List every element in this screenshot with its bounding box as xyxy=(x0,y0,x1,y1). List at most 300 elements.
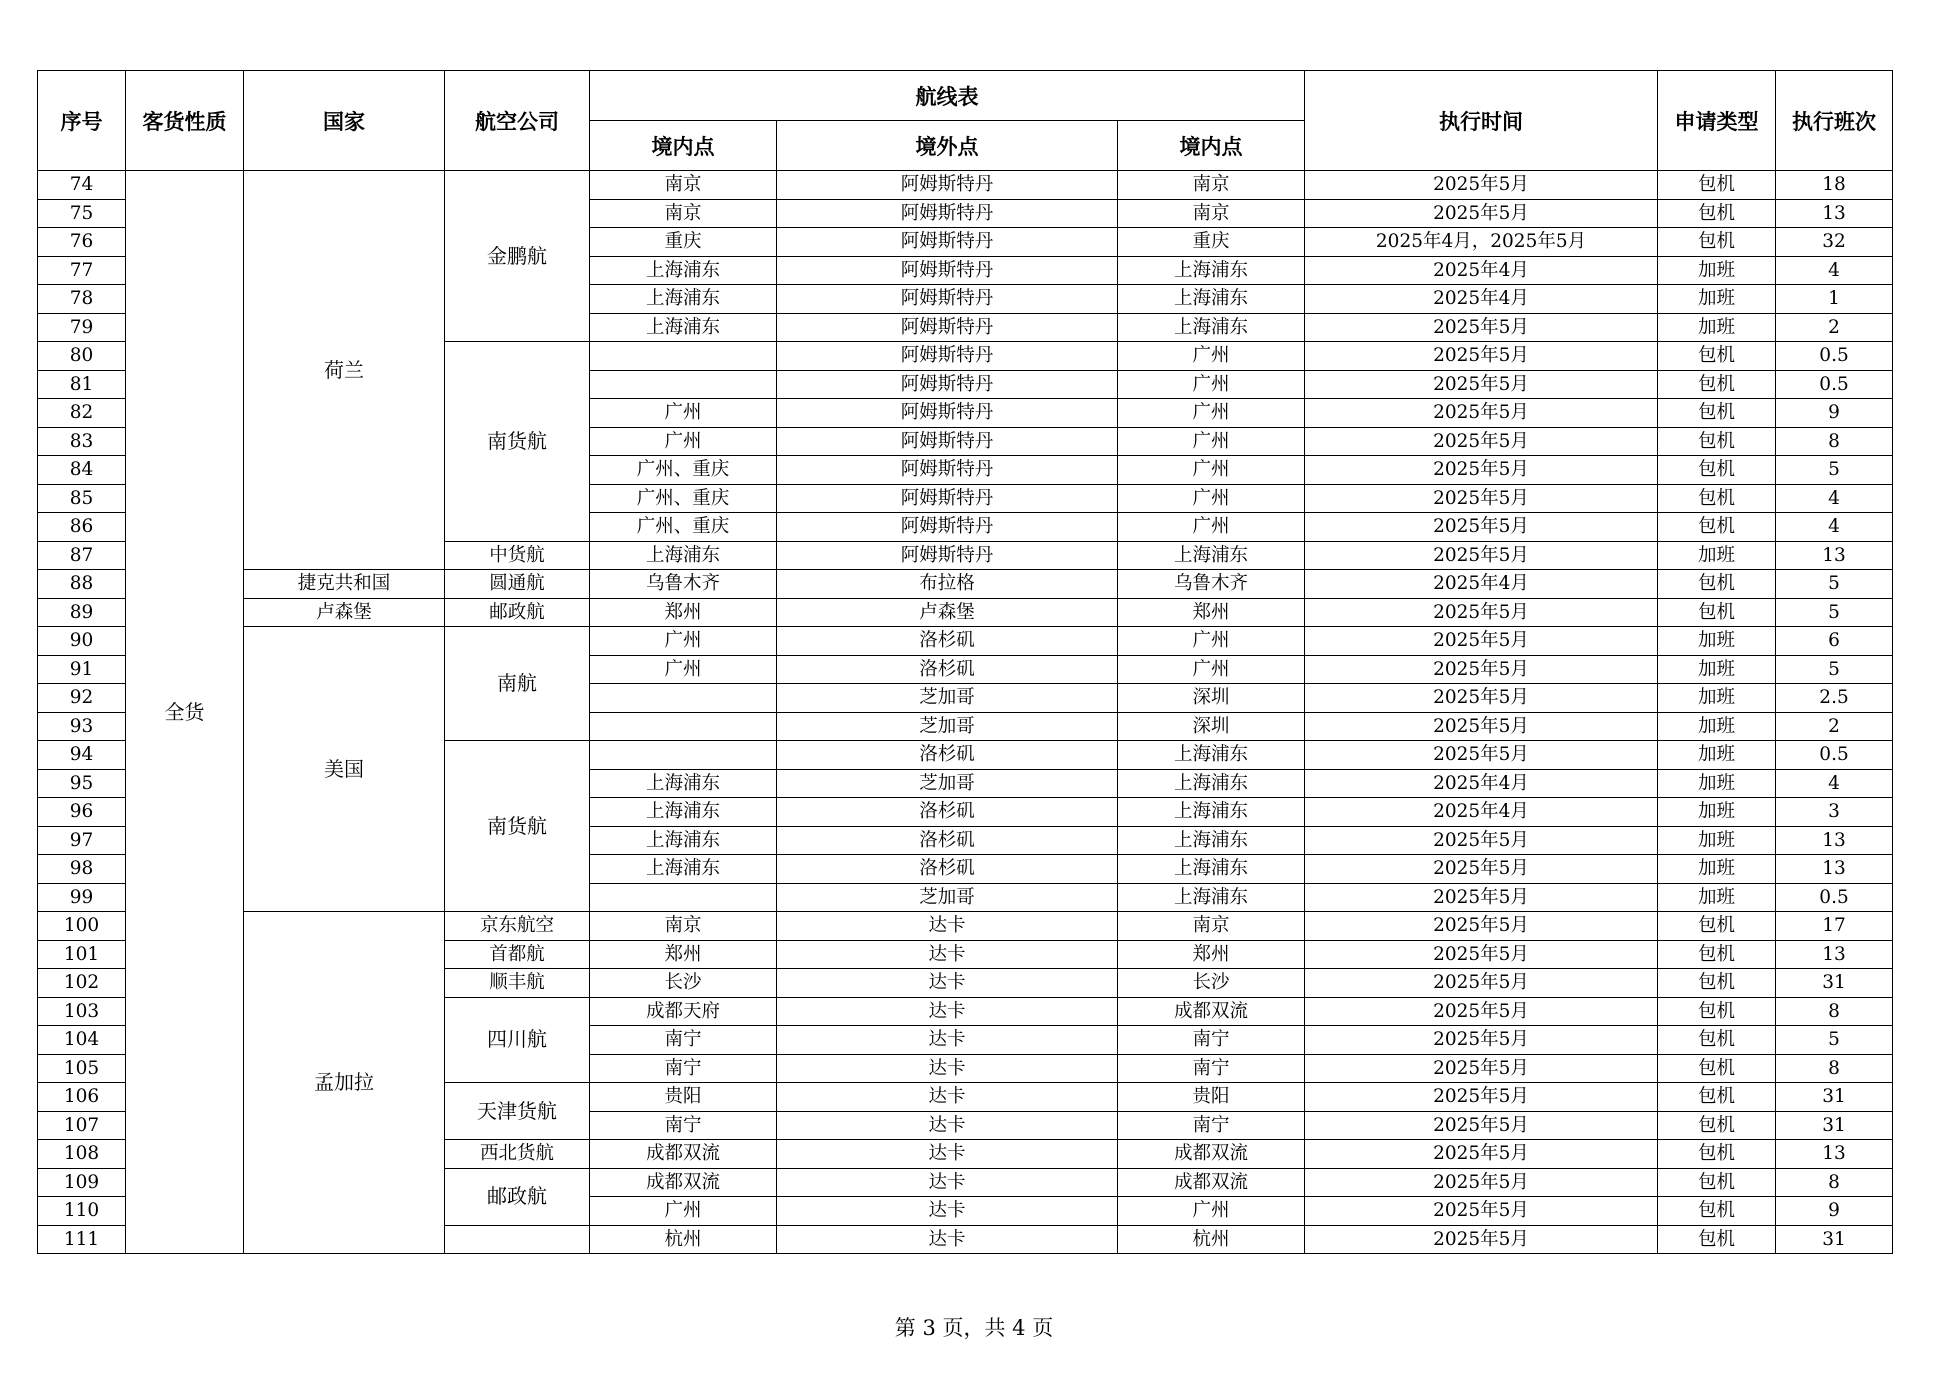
cell-domestic-dest: 南宁 xyxy=(1118,1111,1305,1140)
cell-domestic-dest: 郑州 xyxy=(1118,940,1305,969)
cell-seq: 82 xyxy=(38,399,126,428)
cell-domestic-dest: 成都双流 xyxy=(1118,1168,1305,1197)
cell-exec-time: 2025年4月 xyxy=(1305,769,1658,798)
cell-apply-type: 包机 xyxy=(1658,997,1776,1026)
cell-apply-type: 加班 xyxy=(1658,285,1776,314)
cell-domestic-origin xyxy=(590,883,777,912)
cell-exec-time: 2025年5月 xyxy=(1305,969,1658,998)
cell-exec-time: 2025年5月 xyxy=(1305,997,1658,1026)
cell-seq: 102 xyxy=(38,969,126,998)
cell-apply-type: 加班 xyxy=(1658,256,1776,285)
cell-exec-time: 2025年5月 xyxy=(1305,1140,1658,1169)
cell-domestic-origin: 成都天府 xyxy=(590,997,777,1026)
cell-seq: 98 xyxy=(38,855,126,884)
cell-apply-type: 包机 xyxy=(1658,1083,1776,1112)
cell-flights: 5 xyxy=(1776,655,1893,684)
cell-domestic-dest: 广州 xyxy=(1118,484,1305,513)
cell-domestic-origin: 长沙 xyxy=(590,969,777,998)
cell-seq: 91 xyxy=(38,655,126,684)
cell-flights: 8 xyxy=(1776,427,1893,456)
cell-domestic-origin: 广州 xyxy=(590,427,777,456)
cell-exec-time: 2025年5月 xyxy=(1305,342,1658,371)
cell-exec-time: 2025年5月 xyxy=(1305,513,1658,542)
cell-seq: 103 xyxy=(38,997,126,1026)
cell-exec-time: 2025年5月 xyxy=(1305,1225,1658,1254)
cell-exec-time: 2025年4月 xyxy=(1305,285,1658,314)
cell-airline: 四川航 xyxy=(445,997,590,1083)
cell-exec-time: 2025年5月 xyxy=(1305,1026,1658,1055)
cell-apply-type: 包机 xyxy=(1658,1111,1776,1140)
cell-airline: 邮政航 xyxy=(445,1168,590,1225)
cell-exec-time: 2025年5月 xyxy=(1305,171,1658,200)
cell-seq: 109 xyxy=(38,1168,126,1197)
header-domestic-origin: 境内点 xyxy=(590,121,777,171)
cell-exec-time: 2025年5月 xyxy=(1305,313,1658,342)
cell-flights: 13 xyxy=(1776,855,1893,884)
header-foreign-point: 境外点 xyxy=(777,121,1118,171)
cell-seq: 94 xyxy=(38,741,126,770)
cell-airline: 圆通航 xyxy=(445,570,590,599)
cell-domestic-dest: 上海浦东 xyxy=(1118,285,1305,314)
cell-domestic-origin: 郑州 xyxy=(590,940,777,969)
cell-foreign-point: 阿姆斯特丹 xyxy=(777,541,1118,570)
cell-apply-type: 包机 xyxy=(1658,342,1776,371)
header-flights: 执行班次 xyxy=(1776,71,1893,171)
cell-exec-time: 2025年5月 xyxy=(1305,427,1658,456)
cell-exec-time: 2025年4月 xyxy=(1305,798,1658,827)
cell-foreign-point: 洛杉矶 xyxy=(777,798,1118,827)
cell-domestic-dest: 上海浦东 xyxy=(1118,313,1305,342)
cell-airline: 金鹏航 xyxy=(445,171,590,342)
cell-domestic-dest: 上海浦东 xyxy=(1118,256,1305,285)
cell-seq: 79 xyxy=(38,313,126,342)
cell-seq: 111 xyxy=(38,1225,126,1254)
cell-flights: 5 xyxy=(1776,598,1893,627)
cell-exec-time: 2025年5月 xyxy=(1305,484,1658,513)
cell-airline: 南货航 xyxy=(445,342,590,542)
cell-seq: 83 xyxy=(38,427,126,456)
cell-foreign-point: 阿姆斯特丹 xyxy=(777,256,1118,285)
cell-domestic-dest: 贵阳 xyxy=(1118,1083,1305,1112)
cell-domestic-dest: 成都双流 xyxy=(1118,997,1305,1026)
cell-exec-time: 2025年5月 xyxy=(1305,655,1658,684)
cell-seq: 75 xyxy=(38,199,126,228)
cell-flights: 31 xyxy=(1776,1111,1893,1140)
cell-foreign-point: 达卡 xyxy=(777,1026,1118,1055)
cell-domestic-origin: 上海浦东 xyxy=(590,541,777,570)
cell-apply-type: 加班 xyxy=(1658,769,1776,798)
cell-flights: 2.5 xyxy=(1776,684,1893,713)
cell-foreign-point: 洛杉矶 xyxy=(777,855,1118,884)
cell-seq: 81 xyxy=(38,370,126,399)
cell-apply-type: 包机 xyxy=(1658,370,1776,399)
cell-exec-time: 2025年5月 xyxy=(1305,199,1658,228)
cell-domestic-origin: 上海浦东 xyxy=(590,285,777,314)
cell-domestic-origin: 上海浦东 xyxy=(590,313,777,342)
cell-domestic-origin xyxy=(590,342,777,371)
cell-exec-time: 2025年5月 xyxy=(1305,712,1658,741)
cell-exec-time: 2025年5月 xyxy=(1305,598,1658,627)
cell-apply-type: 包机 xyxy=(1658,1140,1776,1169)
cell-foreign-point: 阿姆斯特丹 xyxy=(777,399,1118,428)
cell-seq: 92 xyxy=(38,684,126,713)
cell-airline: 西北货航 xyxy=(445,1140,590,1169)
cell-flights: 13 xyxy=(1776,199,1893,228)
cell-country: 美国 xyxy=(244,627,445,912)
header-airline: 航空公司 xyxy=(445,71,590,171)
cell-flights: 32 xyxy=(1776,228,1893,257)
cell-foreign-point: 达卡 xyxy=(777,1225,1118,1254)
cell-exec-time: 2025年5月 xyxy=(1305,627,1658,656)
cell-domestic-dest: 广州 xyxy=(1118,655,1305,684)
cell-domestic-dest: 上海浦东 xyxy=(1118,883,1305,912)
cell-domestic-dest: 广州 xyxy=(1118,456,1305,485)
cell-domestic-origin: 成都双流 xyxy=(590,1140,777,1169)
cell-foreign-point: 达卡 xyxy=(777,1054,1118,1083)
cell-foreign-point: 布拉格 xyxy=(777,570,1118,599)
cell-seq: 101 xyxy=(38,940,126,969)
cell-foreign-point: 阿姆斯特丹 xyxy=(777,313,1118,342)
cell-apply-type: 包机 xyxy=(1658,228,1776,257)
cell-apply-type: 包机 xyxy=(1658,484,1776,513)
cell-flights: 3 xyxy=(1776,798,1893,827)
cell-flights: 31 xyxy=(1776,1225,1893,1254)
cell-apply-type: 加班 xyxy=(1658,684,1776,713)
header-country: 国家 xyxy=(244,71,445,171)
page-footer: 第 3 页，共 4 页 xyxy=(894,1316,1054,1340)
cell-flights: 13 xyxy=(1776,541,1893,570)
cell-domestic-dest: 上海浦东 xyxy=(1118,769,1305,798)
cell-seq: 95 xyxy=(38,769,126,798)
cell-exec-time: 2025年5月 xyxy=(1305,541,1658,570)
cell-apply-type: 包机 xyxy=(1658,1054,1776,1083)
cell-foreign-point: 阿姆斯特丹 xyxy=(777,171,1118,200)
cell-seq: 100 xyxy=(38,912,126,941)
cell-exec-time: 2025年4月 xyxy=(1305,570,1658,599)
cell-foreign-point: 达卡 xyxy=(777,940,1118,969)
cell-domestic-origin: 南京 xyxy=(590,199,777,228)
cell-domestic-origin: 上海浦东 xyxy=(590,826,777,855)
header-exec-time: 执行时间 xyxy=(1305,71,1658,171)
cell-country: 孟加拉 xyxy=(244,912,445,1254)
cell-flights: 9 xyxy=(1776,1197,1893,1226)
cell-foreign-point: 阿姆斯特丹 xyxy=(777,342,1118,371)
cell-foreign-point: 达卡 xyxy=(777,912,1118,941)
cell-apply-type: 加班 xyxy=(1658,541,1776,570)
cell-domestic-origin: 上海浦东 xyxy=(590,798,777,827)
table-row xyxy=(38,912,1893,941)
cell-foreign-point: 达卡 xyxy=(777,1140,1118,1169)
cell-flights: 5 xyxy=(1776,570,1893,599)
cell-seq: 76 xyxy=(38,228,126,257)
table-row xyxy=(38,627,1893,656)
cell-exec-time: 2025年5月 xyxy=(1305,1111,1658,1140)
cell-flights: 0.5 xyxy=(1776,342,1893,371)
cell-domestic-origin: 南宁 xyxy=(590,1111,777,1140)
cell-domestic-dest: 南宁 xyxy=(1118,1054,1305,1083)
cell-foreign-point: 芝加哥 xyxy=(777,769,1118,798)
cell-flights: 0.5 xyxy=(1776,883,1893,912)
cell-airline: 天津货航 xyxy=(445,1083,590,1140)
cell-domestic-dest: 广州 xyxy=(1118,427,1305,456)
cell-domestic-dest: 南京 xyxy=(1118,912,1305,941)
cell-apply-type: 加班 xyxy=(1658,826,1776,855)
cell-apply-type: 加班 xyxy=(1658,712,1776,741)
cell-flights: 13 xyxy=(1776,826,1893,855)
cell-apply-type: 包机 xyxy=(1658,1225,1776,1254)
cell-flights: 9 xyxy=(1776,399,1893,428)
cell-domestic-dest: 长沙 xyxy=(1118,969,1305,998)
cell-exec-time: 2025年5月 xyxy=(1305,1083,1658,1112)
cell-seq: 80 xyxy=(38,342,126,371)
cell-seq: 97 xyxy=(38,826,126,855)
table-body xyxy=(38,171,1893,1254)
cell-foreign-point: 阿姆斯特丹 xyxy=(777,228,1118,257)
table-row xyxy=(38,598,1893,627)
cell-domestic-dest: 上海浦东 xyxy=(1118,741,1305,770)
cell-domestic-dest: 上海浦东 xyxy=(1118,541,1305,570)
cell-domestic-origin: 杭州 xyxy=(590,1225,777,1254)
cell-apply-type: 包机 xyxy=(1658,1197,1776,1226)
cell-domestic-dest: 深圳 xyxy=(1118,712,1305,741)
cell-domestic-origin: 广州 xyxy=(590,399,777,428)
table-header xyxy=(38,71,1893,171)
cell-domestic-dest: 杭州 xyxy=(1118,1225,1305,1254)
cell-domestic-dest: 重庆 xyxy=(1118,228,1305,257)
header-domestic-dest: 境内点 xyxy=(1118,121,1305,171)
cell-flights: 8 xyxy=(1776,1054,1893,1083)
cell-domestic-origin: 郑州 xyxy=(590,598,777,627)
cell-foreign-point: 芝加哥 xyxy=(777,712,1118,741)
cell-domestic-origin: 广州 xyxy=(590,1197,777,1226)
cell-exec-time: 2025年5月 xyxy=(1305,1197,1658,1226)
cell-airline: 京东航空 xyxy=(445,912,590,941)
cell-seq: 90 xyxy=(38,627,126,656)
cell-apply-type: 加班 xyxy=(1658,883,1776,912)
cell-flights: 13 xyxy=(1776,940,1893,969)
cell-apply-type: 加班 xyxy=(1658,798,1776,827)
cell-foreign-point: 阿姆斯特丹 xyxy=(777,513,1118,542)
cell-flights: 2 xyxy=(1776,712,1893,741)
cell-apply-type: 包机 xyxy=(1658,912,1776,941)
cell-airline: 南货航 xyxy=(445,741,590,912)
cell-apply-type: 包机 xyxy=(1658,1168,1776,1197)
cell-domestic-dest: 上海浦东 xyxy=(1118,826,1305,855)
cell-flights: 5 xyxy=(1776,456,1893,485)
cell-foreign-point: 芝加哥 xyxy=(777,684,1118,713)
cell-domestic-origin: 广州、重庆 xyxy=(590,484,777,513)
cell-apply-type: 包机 xyxy=(1658,399,1776,428)
cell-foreign-point: 达卡 xyxy=(777,1111,1118,1140)
cell-domestic-dest: 乌鲁木齐 xyxy=(1118,570,1305,599)
cell-domestic-dest: 广州 xyxy=(1118,399,1305,428)
cell-seq: 105 xyxy=(38,1054,126,1083)
cell-foreign-point: 达卡 xyxy=(777,1197,1118,1226)
cell-seq: 106 xyxy=(38,1083,126,1112)
cell-country: 卢森堡 xyxy=(244,598,445,627)
cell-domestic-dest: 广州 xyxy=(1118,513,1305,542)
cell-domestic-origin: 上海浦东 xyxy=(590,769,777,798)
cell-airline: 南航 xyxy=(445,627,590,741)
cell-exec-time: 2025年4月，2025年5月 xyxy=(1305,228,1658,257)
cell-exec-time: 2025年5月 xyxy=(1305,741,1658,770)
cell-flights: 18 xyxy=(1776,171,1893,200)
cell-domestic-dest: 广州 xyxy=(1118,370,1305,399)
cell-domestic-origin: 重庆 xyxy=(590,228,777,257)
cell-domestic-dest: 南京 xyxy=(1118,171,1305,200)
cell-exec-time: 2025年5月 xyxy=(1305,912,1658,941)
cell-domestic-origin xyxy=(590,684,777,713)
cell-airline: 中货航 xyxy=(445,541,590,570)
cell-exec-time: 2025年4月 xyxy=(1305,256,1658,285)
cell-seq: 77 xyxy=(38,256,126,285)
cell-apply-type: 加班 xyxy=(1658,313,1776,342)
cell-foreign-point: 阿姆斯特丹 xyxy=(777,199,1118,228)
cell-domestic-dest: 上海浦东 xyxy=(1118,855,1305,884)
cell-exec-time: 2025年5月 xyxy=(1305,883,1658,912)
cell-domestic-origin: 广州、重庆 xyxy=(590,513,777,542)
table-row xyxy=(38,171,1893,200)
cell-domestic-origin: 成都双流 xyxy=(590,1168,777,1197)
cell-domestic-dest: 南京 xyxy=(1118,199,1305,228)
cell-flights: 8 xyxy=(1776,997,1893,1026)
cell-domestic-dest: 郑州 xyxy=(1118,598,1305,627)
cell-exec-time: 2025年5月 xyxy=(1305,826,1658,855)
cell-domestic-origin: 南宁 xyxy=(590,1054,777,1083)
cell-flights: 4 xyxy=(1776,769,1893,798)
cell-apply-type: 包机 xyxy=(1658,1026,1776,1055)
cell-seq: 86 xyxy=(38,513,126,542)
cell-apply-type: 加班 xyxy=(1658,741,1776,770)
cell-foreign-point: 达卡 xyxy=(777,969,1118,998)
cell-domestic-dest: 广州 xyxy=(1118,627,1305,656)
cell-flights: 13 xyxy=(1776,1140,1893,1169)
header-seq: 序号 xyxy=(38,71,126,171)
cell-flights: 31 xyxy=(1776,1083,1893,1112)
cell-foreign-point: 洛杉矶 xyxy=(777,741,1118,770)
cell-domestic-origin: 广州 xyxy=(590,655,777,684)
cell-domestic-origin: 南宁 xyxy=(590,1026,777,1055)
cell-apply-type: 包机 xyxy=(1658,171,1776,200)
cell-seq: 107 xyxy=(38,1111,126,1140)
cell-exec-time: 2025年5月 xyxy=(1305,1168,1658,1197)
cell-seq: 110 xyxy=(38,1197,126,1226)
cell-domestic-dest: 广州 xyxy=(1118,342,1305,371)
cell-seq: 88 xyxy=(38,570,126,599)
cell-exec-time: 2025年5月 xyxy=(1305,399,1658,428)
cell-foreign-point: 芝加哥 xyxy=(777,883,1118,912)
cell-domestic-dest: 广州 xyxy=(1118,1197,1305,1226)
cell-foreign-point: 洛杉矶 xyxy=(777,627,1118,656)
cell-domestic-dest: 南宁 xyxy=(1118,1026,1305,1055)
cell-exec-time: 2025年5月 xyxy=(1305,855,1658,884)
cell-seq: 74 xyxy=(38,171,126,200)
cell-apply-type: 加班 xyxy=(1658,855,1776,884)
cell-seq: 104 xyxy=(38,1026,126,1055)
cell-seq: 85 xyxy=(38,484,126,513)
cell-apply-type: 加班 xyxy=(1658,627,1776,656)
table-row xyxy=(38,570,1893,599)
cell-apply-type: 包机 xyxy=(1658,456,1776,485)
cell-flights: 2 xyxy=(1776,313,1893,342)
cell-domestic-dest: 成都双流 xyxy=(1118,1140,1305,1169)
cell-country: 荷兰 xyxy=(244,171,445,570)
cell-seq: 78 xyxy=(38,285,126,314)
cell-foreign-point: 阿姆斯特丹 xyxy=(777,370,1118,399)
cell-foreign-point: 阿姆斯特丹 xyxy=(777,456,1118,485)
cell-seq: 84 xyxy=(38,456,126,485)
cell-domestic-dest: 深圳 xyxy=(1118,684,1305,713)
header-nature: 客货性质 xyxy=(126,71,244,171)
cell-seq: 93 xyxy=(38,712,126,741)
cell-apply-type: 包机 xyxy=(1658,199,1776,228)
cell-flights: 17 xyxy=(1776,912,1893,941)
cell-apply-type: 包机 xyxy=(1658,969,1776,998)
cell-exec-time: 2025年5月 xyxy=(1305,1054,1658,1083)
cell-foreign-point: 洛杉矶 xyxy=(777,826,1118,855)
cell-exec-time: 2025年5月 xyxy=(1305,370,1658,399)
cell-foreign-point: 达卡 xyxy=(777,1168,1118,1197)
cell-flights: 4 xyxy=(1776,484,1893,513)
cell-flights: 1 xyxy=(1776,285,1893,314)
cell-foreign-point: 阿姆斯特丹 xyxy=(777,427,1118,456)
cell-domestic-dest: 上海浦东 xyxy=(1118,798,1305,827)
cell-flights: 0.5 xyxy=(1776,741,1893,770)
cell-airline xyxy=(445,1225,590,1254)
cell-airline: 首都航 xyxy=(445,940,590,969)
cell-exec-time: 2025年5月 xyxy=(1305,456,1658,485)
cell-flights: 31 xyxy=(1776,969,1893,998)
cell-apply-type: 包机 xyxy=(1658,570,1776,599)
cell-exec-time: 2025年5月 xyxy=(1305,940,1658,969)
cell-seq: 99 xyxy=(38,883,126,912)
route-table xyxy=(37,70,1893,1254)
cell-domestic-origin: 上海浦东 xyxy=(590,256,777,285)
cell-flights: 5 xyxy=(1776,1026,1893,1055)
cell-foreign-point: 阿姆斯特丹 xyxy=(777,484,1118,513)
cell-apply-type: 包机 xyxy=(1658,513,1776,542)
cell-country: 捷克共和国 xyxy=(244,570,445,599)
cell-seq: 87 xyxy=(38,541,126,570)
cell-apply-type: 包机 xyxy=(1658,427,1776,456)
cell-domestic-origin: 上海浦东 xyxy=(590,855,777,884)
cell-flights: 4 xyxy=(1776,256,1893,285)
cell-seq: 89 xyxy=(38,598,126,627)
cell-apply-type: 包机 xyxy=(1658,598,1776,627)
cell-flights: 8 xyxy=(1776,1168,1893,1197)
cell-foreign-point: 洛杉矶 xyxy=(777,655,1118,684)
cell-airline: 顺丰航 xyxy=(445,969,590,998)
cell-flights: 4 xyxy=(1776,513,1893,542)
cell-nature: 全货 xyxy=(126,171,244,1254)
cell-domestic-origin: 乌鲁木齐 xyxy=(590,570,777,599)
cell-flights: 0.5 xyxy=(1776,370,1893,399)
cell-airline: 邮政航 xyxy=(445,598,590,627)
cell-domestic-origin: 南京 xyxy=(590,171,777,200)
cell-seq: 108 xyxy=(38,1140,126,1169)
cell-domestic-origin xyxy=(590,712,777,741)
cell-domestic-origin: 广州、重庆 xyxy=(590,456,777,485)
cell-exec-time: 2025年5月 xyxy=(1305,684,1658,713)
cell-domestic-origin: 广州 xyxy=(590,627,777,656)
cell-domestic-origin xyxy=(590,741,777,770)
cell-domestic-origin: 贵阳 xyxy=(590,1083,777,1112)
cell-foreign-point: 卢森堡 xyxy=(777,598,1118,627)
cell-domestic-origin xyxy=(590,370,777,399)
cell-seq: 96 xyxy=(38,798,126,827)
cell-domestic-origin: 南京 xyxy=(590,912,777,941)
cell-foreign-point: 阿姆斯特丹 xyxy=(777,285,1118,314)
